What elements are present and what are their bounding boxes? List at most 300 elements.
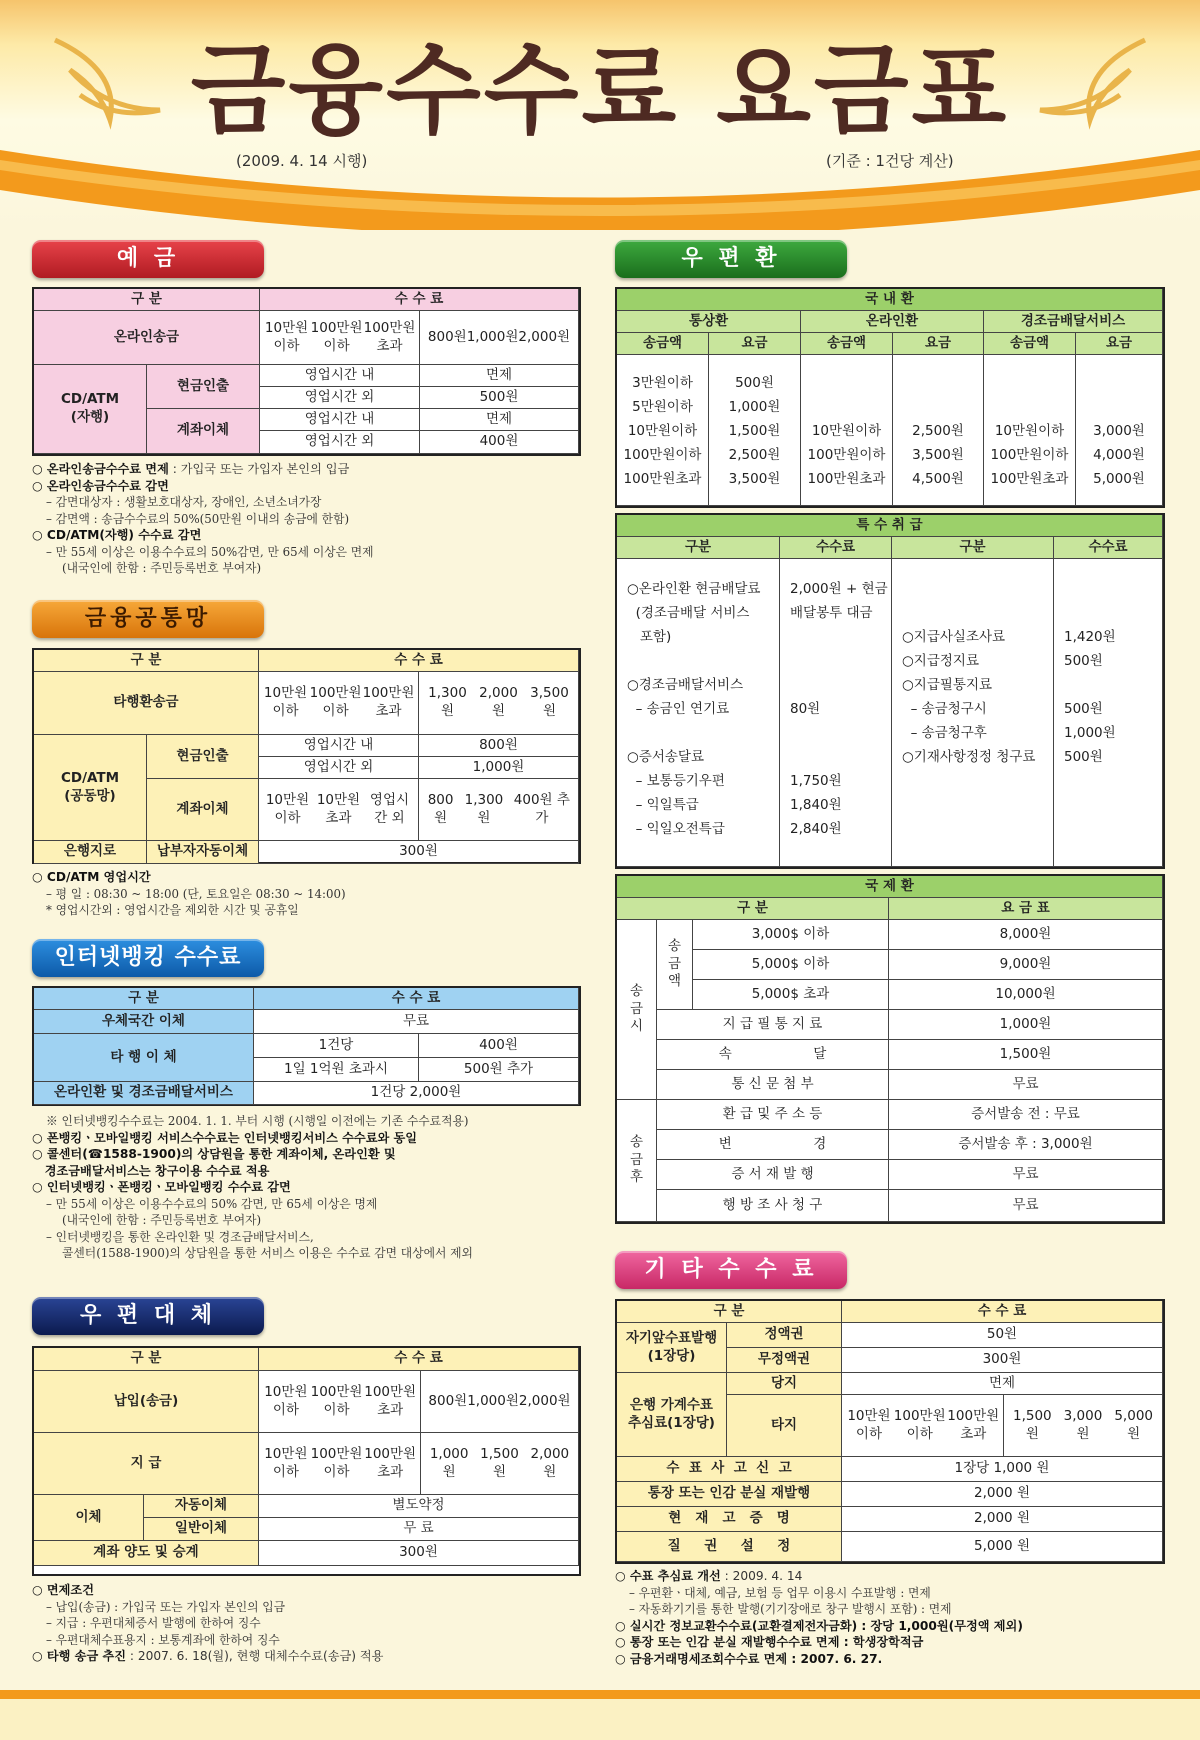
special-column (790, 577, 888, 841)
col-header-fee: 수 수 료 (254, 988, 579, 1010)
other-fee-table (615, 1299, 1165, 1564)
fee: 400원 추가 (513, 791, 570, 826)
special-item (1064, 673, 1116, 697)
group-amount: 송 금 액 (657, 920, 693, 1010)
fee-value: 면제 (842, 1373, 1163, 1395)
note-line (32, 1130, 473, 1147)
row-online-transfer: 온라인송금 (34, 311, 260, 365)
tier: 10만원이하 (264, 1383, 308, 1418)
note-bold: ○ 온라인송금수수료 감면 (32, 478, 169, 493)
note-bold: ○ 수표 추심료 개선 (615, 1569, 721, 1583)
note-line: 콜센터(1588-1900)의 상담원을 통한 서비스 이용은 수수료 감면 대상에서 제외 (62, 1246, 473, 1260)
special-item: – 송금청구시 (902, 701, 987, 717)
row-non-fixed: 무정액권 (727, 1348, 842, 1373)
postal-transfer-notes (32, 1582, 383, 1665)
row-postal-transfer: 우체국간 이체 (34, 1010, 254, 1034)
row-general-transfer: 일반이체 (144, 1518, 259, 1541)
col-header-category: 구 분 (34, 1348, 259, 1371)
note-bold: ○ 폰뱅킹ㆍ모바일뱅킹 서비스수수료는 인터넷뱅킹서비스 수수료와 동일 (32, 1130, 418, 1145)
special-right-fees (1054, 559, 1163, 867)
amount-row: 5,000$ 초과 (693, 980, 889, 1010)
note-line: * 영업시간외 : 영업시간을 제외한 시간 및 공휴일 (46, 903, 299, 917)
domestic-money-order-table (615, 287, 1165, 508)
amount: 100만원초과 (807, 471, 886, 487)
fee: 3,000 원 (1063, 1407, 1103, 1442)
online-fee-tiers (420, 311, 579, 365)
internet-fee-table (32, 986, 581, 1106)
group-online: 온라인환 (801, 311, 984, 333)
after-row: 행 방 조 사 청 구 (657, 1190, 889, 1222)
fee-value: 800원 (419, 735, 579, 757)
fee-value: 증서발송 후 : 3,000원 (889, 1130, 1163, 1160)
col-amount: 송금액 (801, 333, 893, 355)
fee: 1,300원 (464, 791, 504, 826)
note-line: – 우편대체수표용지 : 보통계좌에 한하여 징수 (46, 1632, 280, 1647)
fee-value: 5,000 원 (842, 1532, 1163, 1562)
row-account-transfer: 계좌이체 (147, 779, 259, 841)
fee-value: 무료 (254, 1010, 579, 1034)
row-household-check: 은행 가계수표 추심료(1장당) (617, 1373, 727, 1457)
note-bold: 경조금배달서비스는 창구이용 수수료 적용 (32, 1163, 270, 1178)
after-row: 증 서 재 발 행 (657, 1160, 889, 1190)
special-item: ○경조금배달서비스 (627, 677, 744, 693)
fee-value: 1장당 1,000 원 (842, 1457, 1163, 1482)
row-passbook-reissue: 통장 또는 인감 분실 재발행 (617, 1482, 842, 1507)
row-interbank-transfer: 타 행 이 체 (34, 1034, 254, 1082)
col-header-fee: 수 수 료 (842, 1301, 1163, 1323)
other-notes (615, 1568, 1023, 1667)
special-item: (경조금배달 서비스 (627, 605, 750, 621)
special-item (902, 601, 1035, 625)
fee: 3,000원 (1093, 423, 1145, 439)
special-item: ○증서송달료 (627, 749, 704, 765)
col-amount: 송금액 (617, 333, 709, 355)
row-auto-debit: 납부자자동이체 (147, 841, 259, 864)
tier: 100만원이하 (310, 319, 363, 354)
fee-value: 300원 (259, 841, 579, 864)
amount: 100만원초과 (623, 471, 702, 487)
note-line: – 인터넷뱅킹을 통한 온라인환 및 경조금배달서비스, (46, 1229, 314, 1244)
special-item: 배달봉투 대금 (790, 605, 873, 621)
fee-value: 8,000원 (889, 920, 1163, 950)
group-after-sending: 송 금 후 (617, 1100, 657, 1222)
amount-row: 5,000$ 이하 (693, 950, 889, 980)
special-right-items (892, 559, 1054, 867)
col-header-fee: 요 금 표 (889, 898, 1163, 920)
interbank-fee-tiers (419, 672, 579, 735)
page-title: 금융수수료 요금표 (190, 34, 1010, 148)
fee: 3,500원 (912, 447, 964, 463)
tier: 100만원초과 (364, 1445, 417, 1480)
col-header-category: 구 분 (617, 898, 889, 920)
fee-value: 2,000 원 (842, 1507, 1163, 1532)
note-line (32, 1582, 383, 1599)
note-line: ※ 인터넷뱅킹수수료는 2004. 1. 1. 부터 시행 (시행일 이전에는 기존 수수료적용) (46, 1114, 469, 1128)
footer-band (0, 1699, 1200, 1740)
col-fee: 요금 (893, 333, 984, 355)
special-item: 1,840원 (790, 797, 842, 813)
note-bold: ○ 온라인송금수수료 면제 (32, 462, 169, 476)
amount: 100만원이하 (990, 447, 1069, 463)
note-text: : 2007. 6. 18(월), 현행 대체수수료(송금) 적용 (126, 1649, 384, 1663)
row-cd-atm-shared: CD/ATM (공동망) (34, 735, 147, 841)
fee-tiers (1004, 1395, 1163, 1457)
condition: 1일 1억원 초과시 (254, 1058, 419, 1082)
fee: 1,500 원 (1013, 1407, 1052, 1442)
note-line: – 감면대상자 : 생활보호대상자, 장애인, 소년소녀가장 (46, 495, 322, 509)
online-amounts (801, 355, 893, 506)
tier: 100만원 이하 (893, 1407, 946, 1442)
row-payment-in: 납입(송금) (34, 1371, 259, 1433)
special-item: ○지급정지료 (902, 653, 979, 669)
col-header-category: 구 분 (34, 289, 260, 311)
row-interbank-transfer: 타행환송금 (34, 672, 259, 735)
note-line (615, 1634, 1023, 1651)
amount: 3만원이하 (632, 375, 693, 391)
interbank-amount-tiers (259, 672, 419, 735)
fee: 1,000원 (728, 399, 781, 415)
tier: 100만원초과 (363, 319, 416, 354)
hours-outside: 영업시간 외 (259, 757, 419, 779)
special-item: 1,000원 (1064, 725, 1116, 741)
special-item (790, 673, 888, 697)
note-line: – 만 55세 이상은 이용수수료의 50% 감면, 만 65세 이상은 명제 (46, 1196, 378, 1211)
fee-value: 300원 (842, 1348, 1163, 1373)
note-line: (내국인에 한함 : 주민등록번호 부여자) (62, 1213, 262, 1227)
note-line: – 지급 : 우편대체증서 발행에 한하여 징수 (46, 1616, 261, 1630)
note-line (32, 1648, 383, 1665)
note-line (32, 1146, 473, 1163)
fee: 800원 (427, 791, 454, 826)
tier: 100만원초과 (362, 685, 415, 719)
fee-tiers (421, 1371, 579, 1433)
note-line (32, 461, 374, 478)
special-item (902, 769, 1035, 793)
note-bold: ○ 실시간 정보교환수수료(교환결제전자금화) : 장당 1,000원(무정액 제외) (615, 1618, 1023, 1633)
fee: 5,000원 (1093, 471, 1145, 487)
row-auto-transfer: 자동이체 (144, 1495, 259, 1518)
amount: 10만원이하 (627, 423, 698, 439)
regular-fees (709, 355, 801, 506)
fee: 1,000원 (466, 328, 519, 345)
col-header-fee: 수 수 료 (260, 289, 579, 311)
domestic-title: 국 내 환 (617, 289, 1163, 311)
tier: 10만원이하 (265, 791, 310, 826)
international-title: 국 제 환 (617, 876, 1163, 898)
col-amount: 송금액 (984, 333, 1076, 355)
regular-amounts (617, 355, 709, 506)
tier: 100만원 초과 (947, 1407, 1000, 1442)
network-notes (32, 869, 346, 919)
fee: 2,500원 (912, 423, 964, 439)
header-banner (0, 0, 1200, 230)
fee: 5,000 원 (1114, 1407, 1153, 1442)
special-item: – 송금인 연기료 (627, 701, 730, 717)
section-label-postal-transfer: 우 편 대 체 (32, 1297, 264, 1335)
col-fee: 요금 (709, 333, 801, 355)
special-item (790, 625, 888, 649)
fee-value: 50원 (842, 1323, 1163, 1348)
special-item: 2,840원 (790, 821, 842, 837)
fee-value: 무료 (889, 1190, 1163, 1222)
fee: 4,000원 (1093, 447, 1145, 463)
amount: 5만원이하 (632, 399, 693, 415)
online-fees (893, 355, 984, 506)
note-line (32, 869, 346, 886)
tier: 100만원이하 (310, 1445, 363, 1480)
note-bold: ○ 금융거래명세조회수수료 면제 : 2007. 6. 27. (615, 1651, 883, 1666)
special-item (902, 577, 1035, 601)
international-money-order-table (615, 874, 1165, 1224)
fee-value: 1건당 2,000원 (254, 1082, 579, 1105)
col-header-category: 구분 (617, 537, 780, 559)
special-item: ○지급사실조사료 (902, 629, 1006, 645)
special-item (790, 721, 888, 745)
note-line (32, 1179, 473, 1196)
special-item (1064, 577, 1116, 601)
fee-value: 면제 (420, 365, 579, 387)
fee-value: 400원 (420, 431, 579, 454)
amount: 10만원이하 (994, 423, 1065, 439)
fee-value: 500원 (420, 387, 579, 409)
congrats-fees (1076, 355, 1163, 506)
row-cash-withdrawal: 현금인출 (147, 735, 259, 779)
special-item: 500원 (1064, 701, 1103, 717)
fee: 2,000원 (530, 1445, 570, 1480)
note-bold: ○ 타행 송금 추진 (32, 1649, 127, 1663)
col-header-category: 구 분 (34, 650, 259, 672)
note-line: – 납입(송금) : 가입국 또는 가입자 본인의 입금 (46, 1599, 286, 1614)
footer-stripe (0, 1690, 1200, 1699)
fee-value: 면제 (420, 409, 579, 431)
fee: 1,300원 (428, 685, 467, 719)
special-item (902, 793, 1035, 817)
row-fixed-amount: 정액권 (727, 1323, 842, 1348)
tier: 10만원이하 (264, 1445, 308, 1480)
tier: 10만원초과 (316, 791, 361, 826)
special-column (902, 577, 1035, 841)
after-row: 변 경 (657, 1130, 889, 1160)
note-line: – 감면액 : 송금수수료의 50%(50만원 이내의 송금에 한함) (46, 511, 350, 526)
special-item (1064, 601, 1116, 625)
row-account-transfer: 계좌이체 (147, 409, 260, 454)
online-amount-tiers (260, 311, 420, 365)
fee: 3,500원 (530, 685, 569, 719)
special-item (627, 721, 760, 745)
amount-row: 3,000$ 이하 (693, 920, 889, 950)
tier: 100만원이하 (310, 1383, 363, 1418)
special-item (790, 649, 888, 673)
row-transfer: 이체 (34, 1495, 144, 1541)
section-label-deposit: 예 금 (32, 240, 264, 278)
send-row: 지 급 필 통 지 료 (657, 1010, 889, 1040)
tier: 100만원이하 (309, 685, 362, 719)
note-line (615, 1618, 1023, 1635)
network-fee-table (32, 648, 581, 864)
special-item (1064, 817, 1116, 841)
special-title: 특 수 취 급 (617, 515, 1163, 537)
special-item: ○지급필통지료 (902, 677, 993, 693)
note-line (32, 527, 374, 544)
amount: 100만원초과 (990, 471, 1069, 487)
fee-value: 9,000원 (889, 950, 1163, 980)
section-label-network: 금융공통망 (32, 600, 264, 638)
fee: 800원 (428, 1392, 468, 1409)
deposit-notes (32, 461, 374, 577)
transfer-amount-tiers (259, 779, 419, 841)
fee: 1,500원 (480, 1445, 519, 1480)
special-left-fees (780, 559, 892, 867)
section-label-money-order: 우 편 환 (615, 240, 847, 278)
congrats-amounts (984, 355, 1076, 506)
tier: 10만원이하 (263, 685, 308, 719)
fee: 1,500원 (728, 423, 781, 439)
note-bold: ○ 인터넷뱅킹ㆍ폰뱅킹ㆍ모바일뱅킹 수수료 감면 (32, 1180, 291, 1194)
row-same-region: 당지 (727, 1373, 842, 1395)
note-text: : 가입국 또는 가입자 본인의 입금 (168, 462, 350, 476)
note-text: : 2009. 4. 14 (720, 1569, 803, 1583)
note-bold: ○ CD/ATM 영업시간 (32, 870, 151, 884)
col-header-category: 구 분 (617, 1301, 842, 1323)
special-item: 포함) (627, 629, 672, 645)
tier: 10만원 이하 (847, 1407, 891, 1442)
col-header-category: 구분 (892, 537, 1054, 559)
special-item: 500원 (1064, 749, 1103, 765)
fee: 4,500원 (912, 471, 964, 487)
special-item: – 보통등기우편 (627, 773, 725, 789)
fee: 1,000원 (429, 1445, 469, 1480)
fee: 2,000원 (518, 1392, 571, 1409)
hours-outside: 영업시간 외 (260, 431, 420, 454)
special-column (627, 577, 760, 841)
group-congrats: 경조금배달서비스 (984, 311, 1163, 333)
special-item: – 익일오전특급 (627, 821, 725, 837)
col-header-fee: 수 수 료 (259, 650, 579, 672)
row-cash-withdrawal: 현금인출 (147, 365, 260, 409)
section-label-other: 기 타 수 수 료 (615, 1251, 847, 1289)
special-item: ○기재사항정정 청구료 (902, 749, 1036, 765)
special-item: 1,750원 (790, 773, 842, 789)
col-header-category: 구 분 (34, 988, 254, 1010)
calc-basis: (기준 : 1건당 계산) (826, 152, 954, 170)
fee-value: 2,000 원 (842, 1482, 1163, 1507)
note-bold: ○ CD/ATM(자행) 수수료 감면 (32, 528, 202, 542)
amount-tiers (259, 1371, 421, 1433)
row-cd-atm-own: CD/ATM (자행) (34, 365, 147, 454)
group-regular: 통상환 (617, 311, 801, 333)
note-line (615, 1568, 1023, 1585)
row-account-assign: 계좌 양도 및 승계 (34, 1541, 259, 1566)
note-line (32, 1163, 473, 1180)
row-online-money-order: 온라인환 및 경조금배달서비스 (34, 1082, 254, 1105)
fee-value: 300원 (259, 1541, 579, 1566)
send-row: 속 달 (657, 1040, 889, 1070)
fee-value: 별도약정 (259, 1495, 579, 1518)
special-item (627, 649, 760, 673)
special-item (1064, 769, 1116, 793)
hours-outside: 영업시간 외 (260, 387, 420, 409)
special-item: – 익일특급 (627, 797, 699, 813)
send-row: 통 신 문 첨 부 (657, 1070, 889, 1100)
note-line: – 평 일 : 08:30 ~ 18:00 (단, 토요일은 08:30 ~ 14:00) (46, 886, 346, 901)
row-pledge-setting: 질 권 설 정 (617, 1532, 842, 1562)
fee-value: 무 료 (259, 1518, 579, 1541)
special-item: 80원 (790, 701, 821, 717)
special-item: 500원 (1064, 653, 1103, 669)
amount: 100만원이하 (807, 447, 886, 463)
amount: 100만원이하 (623, 447, 702, 463)
group-sending: 송 금 시 (617, 920, 657, 1100)
fee-value: 400원 (419, 1034, 579, 1058)
tier: 10만원이하 (264, 319, 309, 354)
fee: 2,000원 (518, 328, 571, 345)
row-other-region: 타지 (727, 1395, 842, 1457)
internet-notes (32, 1113, 473, 1262)
special-item: – 송금청구후 (902, 725, 987, 741)
fee: 3,500원 (728, 471, 781, 487)
hours-inside: 영업시간 내 (260, 365, 420, 387)
fee-value: 1,000원 (419, 757, 579, 779)
fee-value: 10,000원 (889, 980, 1163, 1010)
row-check-loss-report: 수 표 사 고 신 고 (617, 1457, 842, 1482)
note-line: – 우편환ㆍ대체, 예금, 보험 등 업무 이용시 수표발행 : 면제 (629, 1585, 931, 1600)
hours-inside: 영업시간 내 (260, 409, 420, 431)
fee-value: 500원 추가 (419, 1058, 579, 1082)
fee: 1,000원 (467, 1392, 519, 1409)
deposit-fee-table (32, 287, 581, 456)
note-line: – 자동화기기를 통한 발행(기기장애로 창구 발행시 포함) : 면제 (629, 1602, 952, 1616)
fee-value: 무료 (889, 1070, 1163, 1100)
after-row: 환 급 및 주 소 등 (657, 1100, 889, 1130)
special-column (1064, 577, 1116, 841)
effective-date: (2009. 4. 14 시행) (236, 152, 368, 170)
col-header-fee: 수 수 료 (259, 1348, 579, 1371)
transfer-fee-tiers (419, 779, 579, 841)
fee-value: 증서발송 전 : 무료 (889, 1100, 1163, 1130)
special-item (790, 745, 888, 769)
note-line: (내국인에 한함 : 주민등록번호 부여자) (62, 561, 262, 575)
note-line: – 만 55세 이상은 이용수수료의 50%감면, 만 65세 이상은 면제 (46, 544, 374, 559)
note-bold: ○ 면제조건 (32, 1583, 94, 1597)
special-item: 2,000원 + 현금 (790, 581, 888, 597)
special-handling-table (615, 513, 1165, 869)
amount-tiers (842, 1395, 1004, 1457)
special-item (1064, 793, 1116, 817)
fee-value: 1,000원 (889, 1010, 1163, 1040)
row-bank-giro: 은행지로 (34, 841, 147, 864)
fee: 500원 (735, 375, 774, 391)
amount: 10만원이하 (811, 423, 882, 439)
note-bold: ○ 통장 또는 인감 분실 재발행수수료 면제 : 학생장학적금 (615, 1635, 924, 1649)
section-label-internet: 인터넷뱅킹 수수료 (32, 939, 264, 977)
special-left-items (617, 559, 780, 867)
fee-value: 1,500원 (889, 1040, 1163, 1070)
tier: 100만원초과 (364, 1383, 417, 1418)
note-line (615, 1651, 1023, 1668)
hours-inside: 영업시간 내 (259, 735, 419, 757)
row-cashier-check: 자기앞수표발행 (1장당) (617, 1323, 727, 1373)
amount-tiers (259, 1433, 421, 1495)
row-payment-out: 지 급 (34, 1433, 259, 1495)
tier: 영업시간 외 (369, 791, 410, 826)
special-item: ○온라인환 현금배달료 (627, 581, 761, 597)
fee: 2,000원 (479, 685, 518, 719)
col-header-fee: 수수료 (780, 537, 892, 559)
note-bold: ○ 콜센터(☎1588-1900)의 상담원을 통한 계좌이체, 온라인환 및 (32, 1147, 396, 1161)
row-balance-certificate: 현 재 고 증 명 (617, 1507, 842, 1532)
note-line (32, 478, 374, 495)
col-fee: 요금 (1076, 333, 1163, 355)
